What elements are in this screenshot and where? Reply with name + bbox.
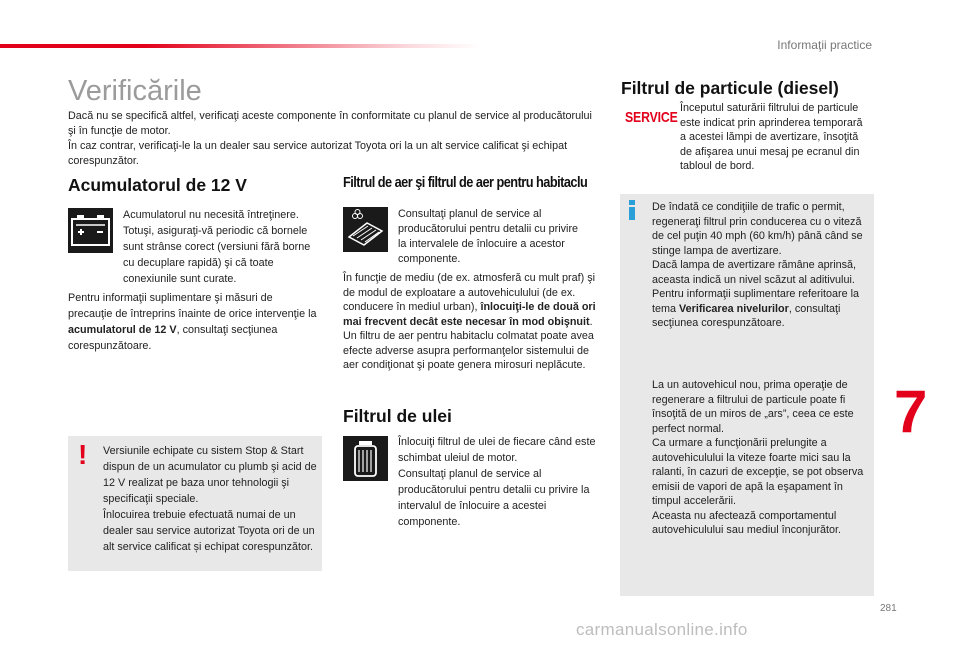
warning-text: Versiunile echipate cu sistem Stop & Start dispun de un acumulator cu plumb şi acid de 12 V realizat pe baza unor tehnologii şi specificaţii speciale. Înlocuirea trebuie efectuată numai de un dealer sau service autorizat Toyota ori de un alt service calificat și echipat corespunzător.: [103, 445, 317, 553]
battery-more-post: , consultaţi secţiunea corespunzătoare.: [68, 324, 278, 352]
battery-icon: [68, 208, 113, 253]
service-warning-lamp: SERVICE: [625, 109, 678, 126]
air-filter-env-text: [343, 271, 598, 373]
info1-pre: De îndată ce condiţiile de trafic o permit, regeneraţi filtrul prin conducerea cu o viteză de cel puţin 40 mph (60 km/h) până când se stinge lampa de avertizare. Dacă lampa de avertizare rămâne aprinsă, aceasta indică un nivel scăzut al aditivului. Pentru informaţii suplimentare referitoare la tema: [652, 201, 863, 315]
particle-filter-title: Filtrul de particule (diesel): [621, 78, 839, 98]
air-filter-text: Consultaţi planul de service al producătorului pentru detalii cu privire la intervalele de înlocuire a acestor componente.: [398, 208, 579, 265]
air-filter-title: Filtrul de aer şi filtrul de aer pentru habitaclu: [343, 175, 588, 191]
warning-icon: !: [78, 439, 88, 470]
battery-more-pre: Pentru informaţii suplimentare şi măsuri de precauţie de întreprins înainte de orice intervenţie la: [68, 292, 317, 320]
page-title: Verificările: [68, 75, 202, 107]
oil-filter-icon: [343, 436, 388, 481]
air-filter-env-pre: În funcţie de mediu (de ex. atmosferă cu mult praf) şi de modul de exploatare a autovehiculului (de ex. conducere în mediul urban),: [343, 272, 596, 313]
particle-filter-text: Începutul saturării filtrului de particule este indicat prin aprinderea temporară a acestei lămpi de avertizare, însoţită de afişarea unui mesaj pe ecranul din tabloul de bord.: [680, 102, 863, 172]
battery-more-info: [68, 290, 318, 354]
info1-post: , consultaţi secţiunea corespunzătoare.: [652, 302, 841, 329]
air-filter-env-post: . Un filtru de aer pentru habitaclu colmatat poate avea efecte adverse asupra performanţelor sistemului de aer condiţionat şi poate genera mirosuri neplăcute.: [343, 315, 594, 371]
info-text-new-vehicle: La un autovehicul nou, prima operaţie de regenerare a filtrului de particule poate fi însoţită de un miros de „ars”, ceea ce este perfect normal. Ca urmare a funcţionării prelungite a autovehiculului la viteze foarte mici sau la ralanti, în cazuri de excepţie, se pot observa emisii de vapori de apă la eşapament în timpul accelerării. Aceasta nu afectează comportamentul autovehiculului sau mediul înconjurător.: [652, 379, 864, 536]
page-number: 281: [880, 603, 897, 614]
oil-filter-text: Înlocuiţi filtrul de ulei de fiecare când este schimbat uleiul de motor. Consultaţi planul de service al producătorului pentru detalii cu privire la intervalul de înlocuire a acestei componente.: [398, 436, 596, 528]
info-icon: [628, 200, 636, 220]
oil-filter-title: Filtrul de ulei: [343, 406, 452, 426]
chapter-number: 7: [894, 378, 928, 445]
info1-link: Verificarea nivelurilor: [679, 302, 789, 315]
battery-more-link: acumulatorul de 12 V: [68, 324, 177, 336]
battery-title: Acumulatorul de 12 V: [68, 175, 247, 195]
air-filter-env-bold: înlocuiţi-le de două ori mai frecvent decât este necesar în mod obişnuit: [343, 301, 596, 328]
info-text-regeneration: [652, 200, 867, 331]
watermark: carmanualsonline.info: [576, 620, 748, 639]
intro-text: Dacă nu se specifică altfel, verificaţi aceste componente în conformitate cu planul de service al producătorului şi în funcţie de motor. În caz contrar, verificaţi-le la un dealer sau service autorizat Toyota ori la un alt service calificat şi echipat corespunzător.: [68, 110, 592, 167]
battery-text: Acumulatorul nu necesită întreţinere. Totuşi, asiguraţi-vă periodic că bornele sunt strânse corect (versiuni fără borne cu decuplare rapidă) şi că toate conexiunile sunt curate.: [123, 209, 311, 285]
top-accent-bar: [0, 44, 480, 48]
air-filter-icon: [343, 207, 388, 252]
section-title: Informaţii practice: [777, 38, 872, 52]
